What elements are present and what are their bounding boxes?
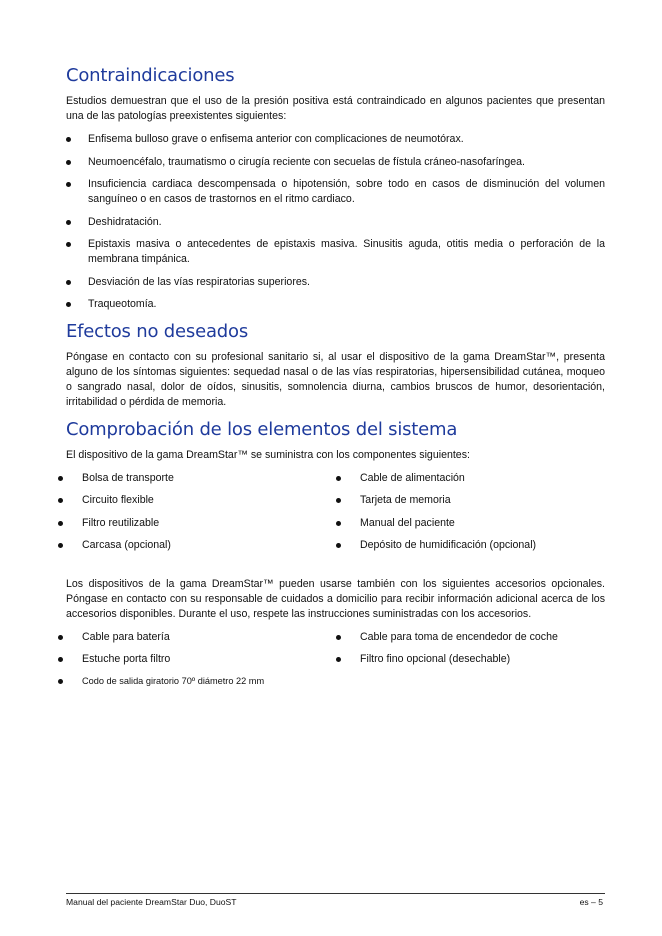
list-item: Bolsa de transporte [58,471,336,486]
list-item: Circuito flexible [58,493,336,508]
list-item: Epistaxis masiva o antecedentes de epistaxis masiva. Sinusitis aguda, otitis media o perforación de la membrana timpánica. [66,237,605,267]
contraindications-intro: Estudios demuestran que el uso de la presión positiva está contraindicado en algunos pacientes que presentan una de las patologías preexistentes siguientes: [66,95,605,122]
list-item: Manual del paciente [336,516,604,531]
list-item: Cable para batería [58,630,336,645]
list-item: Depósito de humidificación (opcional) [336,538,604,553]
list-item: Neumoencéfalo, traumatismo o cirugía reciente con secuelas de fístula cráneo-nasofaríngea. [66,155,605,170]
list-item: Cable de alimentación [336,471,604,486]
page-footer [66,893,605,908]
list-item: Filtro reutilizable [58,516,336,531]
list-item: Insuficiencia cardiaca descompensada o hipotensión, sobre todo en casos de disminución del volumen sanguíneo o en casos de trastornos en el ritmo cardiaco. [66,177,605,207]
page-content [66,64,605,689]
footer-page-number: es – 5 [579,897,603,907]
system-check-intro: El dispositivo de la gama DreamStar™ se suministra con los componentes siguientes: [66,449,470,461]
system-check-section [66,418,605,689]
list-item: Enfisema bulloso grave o enfisema anterior con complicaciones de neumotórax. [66,132,605,147]
contraindications-heading: Contraindicaciones [66,65,235,86]
list-item: Carcasa (opcional) [58,538,336,553]
side-effects-section [66,320,605,410]
list-item: Cable para toma de encendedor de coche [336,630,604,645]
contraindications-list [66,132,605,312]
list-item: Tarjeta de memoria [336,493,604,508]
side-effects-heading: Efectos no deseados [66,321,248,342]
side-effects-text: Póngase en contacto con su profesional sanitario si, al usar el dispositivo de la gama DreamStar™, presenta alguno de los síntomas siguientes: sequedad nasal o de las vías respiratorias, hipersensibilidad cutánea, moqueo o sangrado nasal, dolor de oídos, sinusitis, somnolencia diurna, cambios bruscos de humor, desorientación, irritabilidad o pérdida de memoria. [66,351,605,408]
list-item: Deshidratación. [66,215,605,230]
accessories-list [58,630,605,690]
list-item: Desviación de las vías respiratorias superiores. [66,275,605,290]
list-item: Traqueotomía. [66,297,605,312]
components-list [58,471,605,553]
footer-manual-title: Manual del paciente DreamStar Duo, DuoST [66,897,237,907]
list-item: Codo de salida giratorio 70º diámetro 22 mm [58,674,336,689]
list-item: Estuche porta filtro [58,652,336,667]
contraindications-section [66,64,605,312]
list-item: Filtro fino opcional (desechable) [336,652,604,667]
system-check-heading: Comprobación de los elementos del sistema [66,419,458,440]
accessories-intro: Los dispositivos de la gama DreamStar™ pueden usarse también con los siguientes accesorios opcionales. Póngase en contacto con su responsable de cuidados a domicilio para recibir información adicional acerca de los accesorios disponibles. Durante el uso, respete las instrucciones suministradas con los accesorios. [66,577,605,620]
